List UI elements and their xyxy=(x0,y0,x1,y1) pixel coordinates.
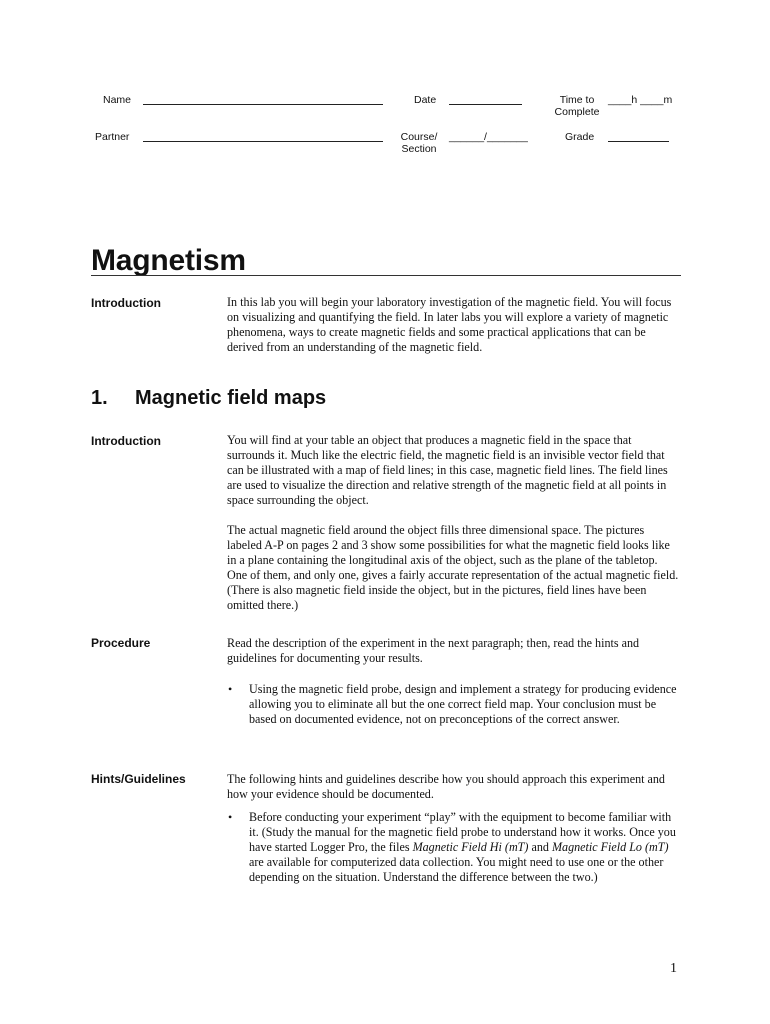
section-intro-paragraph-2: The actual magnetic field around the object fills three dimensional space. The pictures labeled A-P on pages 2 and 3 show some possibilities for what the magnetic field looks like in a plane containing the longitudinal axis of the object, such as the plane of the tabletop. One of them, and only one, gives a fairly accurate representation of the actual magnetic field. (There is also magnetic field inside the object, but in the pictures, field lines have been omitted there.) xyxy=(227,523,679,613)
partner-label: Partner xyxy=(95,131,130,143)
section-intro-paragraph-1: You will find at your table an object that produces a magnetic field in the space that surrounds it. Much like the electric field, the magnetic field is an invisible vector field that can be illustrated with a map of field lines; in this case, magnetic field lines. The field lines are used to visualize the direction and relative strength of the magnetic field at all points in space surrounding the object. xyxy=(227,433,668,508)
date-label: Date xyxy=(414,94,437,106)
procedure-bullet-text: Using the magnetic field probe, design and implement a strategy for producing evidence allowing you to eliminate all but the one correct field map. Your conclusion must be based on documented evidence, not on preconceptions of the correct answer. xyxy=(249,682,677,727)
name-field[interactable] xyxy=(143,104,383,105)
hints-bullet-part-b: are available for computerized data collection. You might need to use one or the other depending on the situation. Understand the difference between the two.) xyxy=(249,855,664,885)
time-label-line2: Complete xyxy=(554,106,600,118)
hints-bullet-text xyxy=(249,810,679,885)
date-field[interactable] xyxy=(449,104,522,105)
partner-field[interactable] xyxy=(143,141,383,142)
name-label: Name xyxy=(103,94,132,106)
grade-label: Grade xyxy=(565,131,595,143)
bullet-icon: • xyxy=(228,682,233,696)
title-divider xyxy=(91,275,681,276)
bullet-icon: • xyxy=(228,810,233,824)
course-label-line1: Course/ xyxy=(400,131,438,143)
file-name-lo: Magnetic Field Lo (mT) xyxy=(551,840,669,855)
course-field[interactable]: ______/_______ xyxy=(449,131,528,143)
section-number: 1. xyxy=(91,387,108,409)
page-number: 1 xyxy=(670,961,677,976)
intro-paragraph: In this lab you will begin your laboratory investigation of the magnetic field. You will focus on visualizing and quantifying the field. In later labs you will explore a variety of magnetic phenomena, ways to create magnetic fields and some practical applications that can be derived from an understanding of the magnetic field. xyxy=(227,295,672,355)
procedure-paragraph: Read the description of the experiment in the next paragraph; then, read the hints and guidelines for documenting your results. xyxy=(227,636,640,666)
hints-bullet-part-a: Before conducting your experiment “play” with the equipment to become familiar with it. (Study the manual for the magnetic field probe to understand how it works. Once you have started Logger Pro, the files xyxy=(249,810,676,855)
hints-label: Hints/Guidelines xyxy=(91,772,186,786)
hints-paragraph: The following hints and guidelines describe how you should approach this experiment and how your evidence should be documented. xyxy=(227,772,665,802)
course-label-line2: Section xyxy=(401,143,437,155)
time-label xyxy=(548,94,606,118)
procedure-label: Procedure xyxy=(91,636,151,650)
section-intro-label: Introduction xyxy=(91,434,161,448)
section-title: Magnetic field maps xyxy=(135,387,327,409)
page-title: Magnetism xyxy=(91,244,246,277)
time-label-line1: Time to xyxy=(559,94,595,106)
intro-label: Introduction xyxy=(91,296,161,310)
time-field[interactable]: ____h ____m xyxy=(608,94,673,106)
file-name-hi: Magnetic Field Hi (mT) xyxy=(412,840,529,855)
hints-bullet-and: and xyxy=(528,840,552,855)
course-label xyxy=(394,131,444,155)
grade-field[interactable] xyxy=(608,141,669,142)
